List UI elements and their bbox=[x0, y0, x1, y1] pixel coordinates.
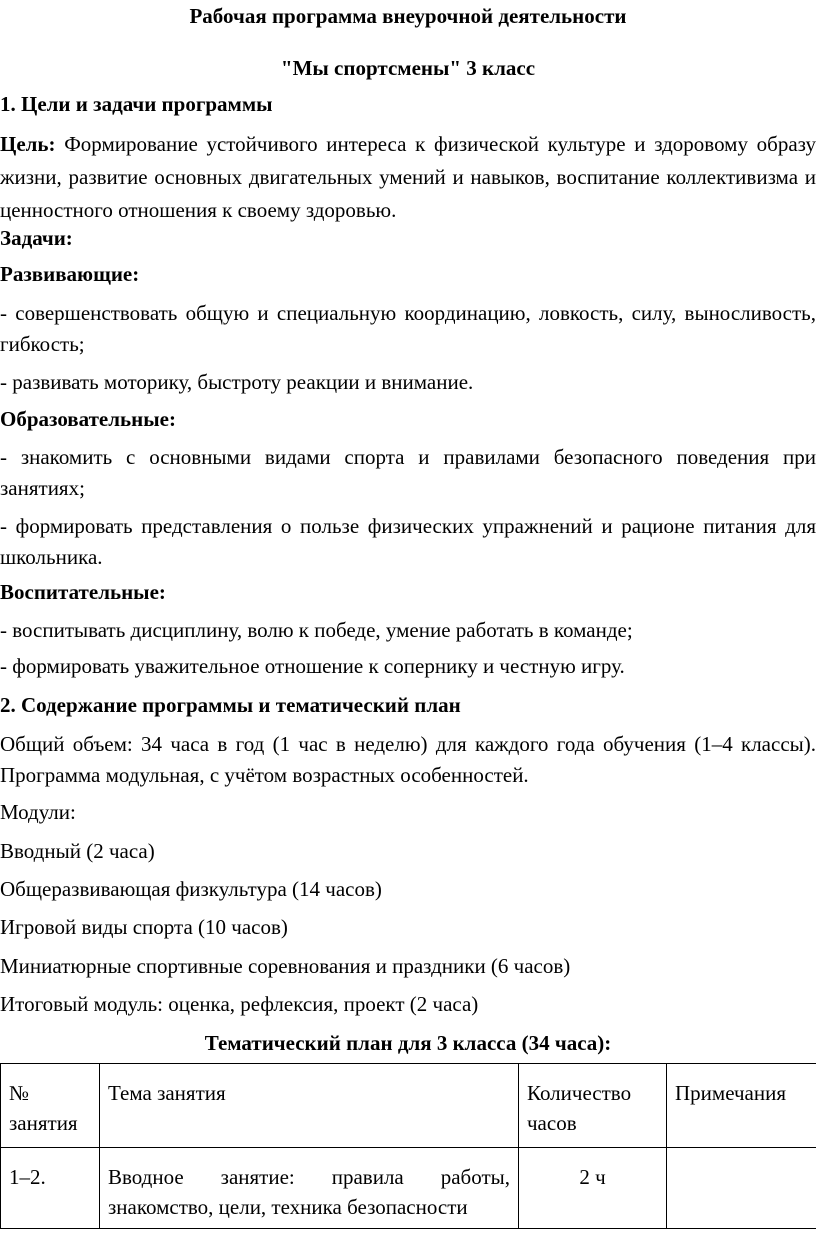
header-number: № занятия bbox=[1, 1064, 100, 1148]
document-title: Рабочая программа внеурочной деятельности bbox=[189, 4, 627, 28]
upbringing-item-1: - воспитывать дисциплину, волю к победе, умение работать в команде; bbox=[0, 618, 633, 642]
thematic-plan-table bbox=[0, 1063, 816, 1229]
cell-hours: 2 ч bbox=[519, 1148, 667, 1229]
plan-title: Тематический план для 3 класса (34 часа): bbox=[204, 1031, 612, 1055]
header-topic: Тема занятия bbox=[100, 1064, 519, 1148]
upbringing-label: Воспитательные: bbox=[0, 580, 166, 604]
educational-item-2: - формировать представления о пользе физических упражнений и рационе питания для школьника. bbox=[0, 514, 816, 569]
goal-text: Формирование устойчивого интереса к физической культуре и здоровому образу жизни, развитие основных двигательных умений и навыков, воспитание коллективизма и ценностного отношения к своему здоровью. bbox=[0, 132, 816, 222]
goal-label: Цель: bbox=[0, 132, 56, 156]
cell-topic: Вводное занятие: правила работы, знакомство, цели, техника безопасности bbox=[100, 1148, 519, 1229]
document-subtitle: "Мы спортсмены" 3 класс bbox=[280, 56, 536, 80]
section1-heading: 1. Цели и задачи программы bbox=[0, 92, 273, 116]
table-row bbox=[1, 1148, 816, 1229]
module-item: Общеразвивающая физкультура (14 часов) bbox=[0, 877, 382, 901]
goal-paragraph bbox=[0, 128, 816, 227]
module-item: Миниатюрные спортивные соревнования и праздники (6 часов) bbox=[0, 954, 571, 978]
header-hours: Количество часов bbox=[519, 1064, 667, 1148]
modules-label: Модули: bbox=[0, 800, 76, 824]
section2-heading: 2. Содержание программы и тематический план bbox=[0, 693, 461, 717]
tasks-label: Задачи: bbox=[0, 226, 73, 250]
module-item: Итоговый модуль: оценка, рефлексия, проект (2 часа) bbox=[0, 992, 479, 1016]
developing-item-2: - развивать моторику, быстроту реакции и внимание. bbox=[0, 370, 474, 394]
table-header-row bbox=[1, 1064, 816, 1148]
cell-notes bbox=[667, 1148, 816, 1229]
upbringing-item-2: - формировать уважительное отношение к сопернику и честную игру. bbox=[0, 654, 625, 678]
module-item: Вводный (2 часа) bbox=[0, 839, 155, 863]
header-notes: Примечания bbox=[667, 1064, 816, 1148]
cell-number: 1–2. bbox=[1, 1148, 100, 1229]
educational-item-1: - знакомить с основными видами спорта и правилами безопасного поведения при занятиях; bbox=[0, 445, 816, 500]
volume-paragraph: Общий объем: 34 часа в год (1 час в неделю) для каждого года обучения (1–4 классы). Программа модульная, с учётом возрастных особенностей. bbox=[0, 732, 816, 787]
educational-label: Образовательные: bbox=[0, 407, 176, 431]
developing-item-1: - совершенствовать общую и специальную координацию, ловкость, силу, выносливость, гибкость; bbox=[0, 301, 816, 356]
module-item: Игровой виды спорта (10 часов) bbox=[0, 915, 288, 939]
developing-label: Развивающие: bbox=[0, 262, 140, 286]
